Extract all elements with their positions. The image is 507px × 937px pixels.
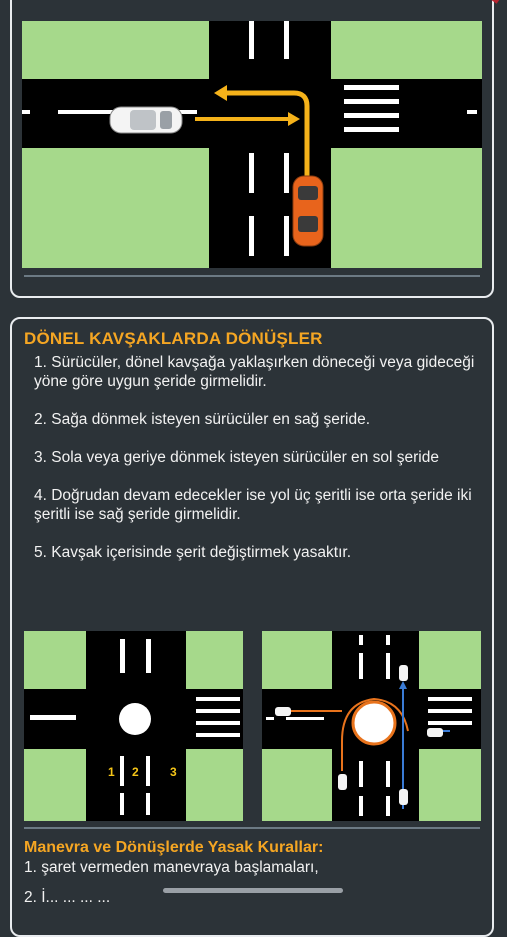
- section-title: DÖNEL KAVŞAKLARDA DÖNÜŞLER: [24, 329, 323, 348]
- lane-number: 2: [132, 765, 139, 779]
- divider: [24, 827, 480, 829]
- roundabout-lanes-diagram: [24, 631, 243, 821]
- small-car: [338, 774, 347, 790]
- rule-item: 2. Sağa dönmek isteyen sürücüler en sağ şeride.: [34, 411, 371, 428]
- roundabout-turns-diagram: [262, 631, 481, 821]
- rules-list: [34, 353, 484, 581]
- small-car: [399, 665, 408, 681]
- orange-car: [293, 176, 323, 246]
- lane-number: 1: [108, 765, 115, 779]
- top-illustration-card: [10, 0, 494, 298]
- home-indicator[interactable]: [163, 888, 343, 893]
- grass-block: [331, 148, 482, 268]
- corner-ribbon: [469, 0, 507, 4]
- small-car: [427, 728, 443, 737]
- intersection-diagram: [22, 21, 482, 268]
- white-car: [110, 107, 182, 133]
- rule-item: 4. Doğrudan devam edecekler ise yol üç şeritli ise orta şeride iki şeritli ise sağ şeride girmelidir.: [34, 487, 472, 523]
- lane-number: 3: [170, 765, 177, 779]
- rule-item: 5. Kavşak içerisinde şerit değiştirmek yasaktır.: [34, 544, 352, 561]
- small-car: [275, 707, 291, 716]
- rule-item: 3. Sola veya geriye dönmek isteyen sürücüler en sol şeride: [34, 449, 439, 466]
- rules-card: [10, 317, 494, 937]
- rule-item: 1. Sürücüler, dönel kavşağa yaklaşırken döneceği veya gideceği yöne göre uygun şeride girmelidir.: [34, 354, 475, 390]
- sub-section-item: 2. İ... ... ... ...: [24, 889, 111, 906]
- divider: [24, 275, 480, 277]
- sub-section-title: Manevra ve Dönüşlerde Yasak Kurallar:: [24, 839, 324, 856]
- sub-section-item: 1. şaret vermeden manevraya başlamaları,: [24, 859, 319, 876]
- small-car: [399, 789, 408, 805]
- grass-block: [22, 148, 209, 268]
- grass-block: [331, 21, 482, 79]
- grass-block: [22, 21, 209, 79]
